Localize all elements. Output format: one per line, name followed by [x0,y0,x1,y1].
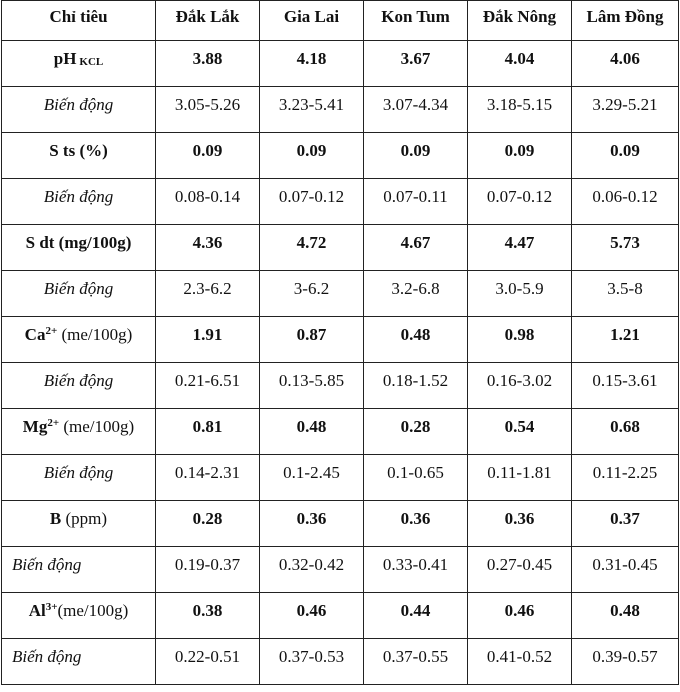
table-row-mg [2,409,679,455]
cell-range: 0.11-2.25 [572,455,679,501]
cell-range: 0.22-0.51 [156,639,260,685]
cell-range: 0.07-0.12 [468,179,572,225]
cell-range: 0.06-0.12 [572,179,679,225]
row-label-range: Biến động [2,547,156,593]
cell-value: 5.73 [572,225,679,271]
cell-value: 0.54 [468,409,572,455]
table-row-ca [2,317,679,363]
cell-range: 0.33-0.41 [364,547,468,593]
table-row-s-dt [2,225,679,271]
cell-value: 0.48 [260,409,364,455]
row-label-ca: $Ca^{2+}$ (me/100g) [2,317,156,363]
cell-range: 3.2-6.8 [364,271,468,317]
cell-value: 4.18 [260,41,364,87]
cell-range: 3.07-4.34 [364,87,468,133]
cell-range: 3-6.2 [260,271,364,317]
cell-value: 0.09 [572,133,679,179]
cell-value: 1.91 [156,317,260,363]
cell-value: 0.09 [468,133,572,179]
cell-value: 0.46 [260,593,364,639]
cell-range: 0.31-0.45 [572,547,679,593]
cell-value: 3.88 [156,41,260,87]
table-row-s-ts-range [2,179,679,225]
header-lam-dong: Lâm Đồng [572,1,679,41]
cell-range: 0.1-0.65 [364,455,468,501]
cell-range: 0.07-0.11 [364,179,468,225]
cell-value: 0.09 [364,133,468,179]
cell-range: 0.11-1.81 [468,455,572,501]
row-label-ph: pH KCL [2,41,156,87]
cell-value: 4.72 [260,225,364,271]
table-row-b [2,501,679,547]
header-kon-tum: Kon Tum [364,1,468,41]
row-label-range: Biến động [2,179,156,225]
cell-value: 0.48 [364,317,468,363]
cell-value: 4.47 [468,225,572,271]
cell-value: 4.06 [572,41,679,87]
table-row-mg-range [2,455,679,501]
cell-value: 4.67 [364,225,468,271]
table-row-s-ts [2,133,679,179]
cell-range: 3.0-5.9 [468,271,572,317]
row-label-b: B (ppm) [2,501,156,547]
cell-range: 2.3-6.2 [156,271,260,317]
cell-range: 0.15-3.61 [572,363,679,409]
row-label-range: Biến động [2,639,156,685]
cell-value: 1.21 [572,317,679,363]
header-dak-lak: Đắk Lắk [156,1,260,41]
cell-value: 0.68 [572,409,679,455]
table-row-ca-range [2,363,679,409]
cell-range: 3.5-8 [572,271,679,317]
row-label-range: Biến động [2,87,156,133]
cell-value: 3.67 [364,41,468,87]
table-row-ph-range [2,87,679,133]
row-label-mg: $Mg^{2+}$ (me/100g) [2,409,156,455]
cell-value: 0.98 [468,317,572,363]
cell-range: 0.37-0.55 [364,639,468,685]
row-label-s-ts: S ts (%) [2,133,156,179]
cell-value: 0.48 [572,593,679,639]
table-row-s-dt-range [2,271,679,317]
cell-range: 0.39-0.57 [572,639,679,685]
cell-range: 0.13-5.85 [260,363,364,409]
cell-value: 0.28 [156,501,260,547]
cell-range: 0.18-1.52 [364,363,468,409]
header-dak-nong: Đắk Nông [468,1,572,41]
cell-range: 0.21-6.51 [156,363,260,409]
header-indicator: Chỉ tiêu [2,1,156,41]
cell-range: 0.08-0.14 [156,179,260,225]
cell-range: 0.14-2.31 [156,455,260,501]
row-label-range: Biến động [2,455,156,501]
header-gia-lai: Gia Lai [260,1,364,41]
cell-value: 4.36 [156,225,260,271]
cell-range: 3.23-5.41 [260,87,364,133]
cell-value: 0.38 [156,593,260,639]
row-label-range: Biến động [2,271,156,317]
cell-range: 0.27-0.45 [468,547,572,593]
table-row-al-range [2,639,679,685]
cell-value: 0.44 [364,593,468,639]
cell-value: 0.36 [364,501,468,547]
cell-range: 3.29-5.21 [572,87,679,133]
cell-range: 0.07-0.12 [260,179,364,225]
cell-range: 0.41-0.52 [468,639,572,685]
row-label-s-dt: S dt (mg/100g) [2,225,156,271]
cell-value: 0.87 [260,317,364,363]
row-label-al: $Al^{3+}(me/100g)$ [2,593,156,639]
cell-range: 3.05-5.26 [156,87,260,133]
cell-value: 0.36 [260,501,364,547]
row-label-range: Biến động [2,363,156,409]
cell-value: 4.04 [468,41,572,87]
cell-range: 3.18-5.15 [468,87,572,133]
cell-value: 0.37 [572,501,679,547]
cell-range: 0.32-0.42 [260,547,364,593]
cell-range: 0.1-2.45 [260,455,364,501]
cell-range: 0.19-0.37 [156,547,260,593]
cell-range: 0.37-0.53 [260,639,364,685]
cell-value: 0.28 [364,409,468,455]
cell-value: 0.46 [468,593,572,639]
cell-range: 0.16-3.02 [468,363,572,409]
table-row-al [2,593,679,639]
header-row [2,1,679,41]
cell-value: 0.09 [260,133,364,179]
table-row-b-range [2,547,679,593]
soil-indicator-table [1,0,679,685]
cell-value: 0.81 [156,409,260,455]
cell-value: 0.36 [468,501,572,547]
table-row-ph [2,41,679,87]
cell-value: 0.09 [156,133,260,179]
